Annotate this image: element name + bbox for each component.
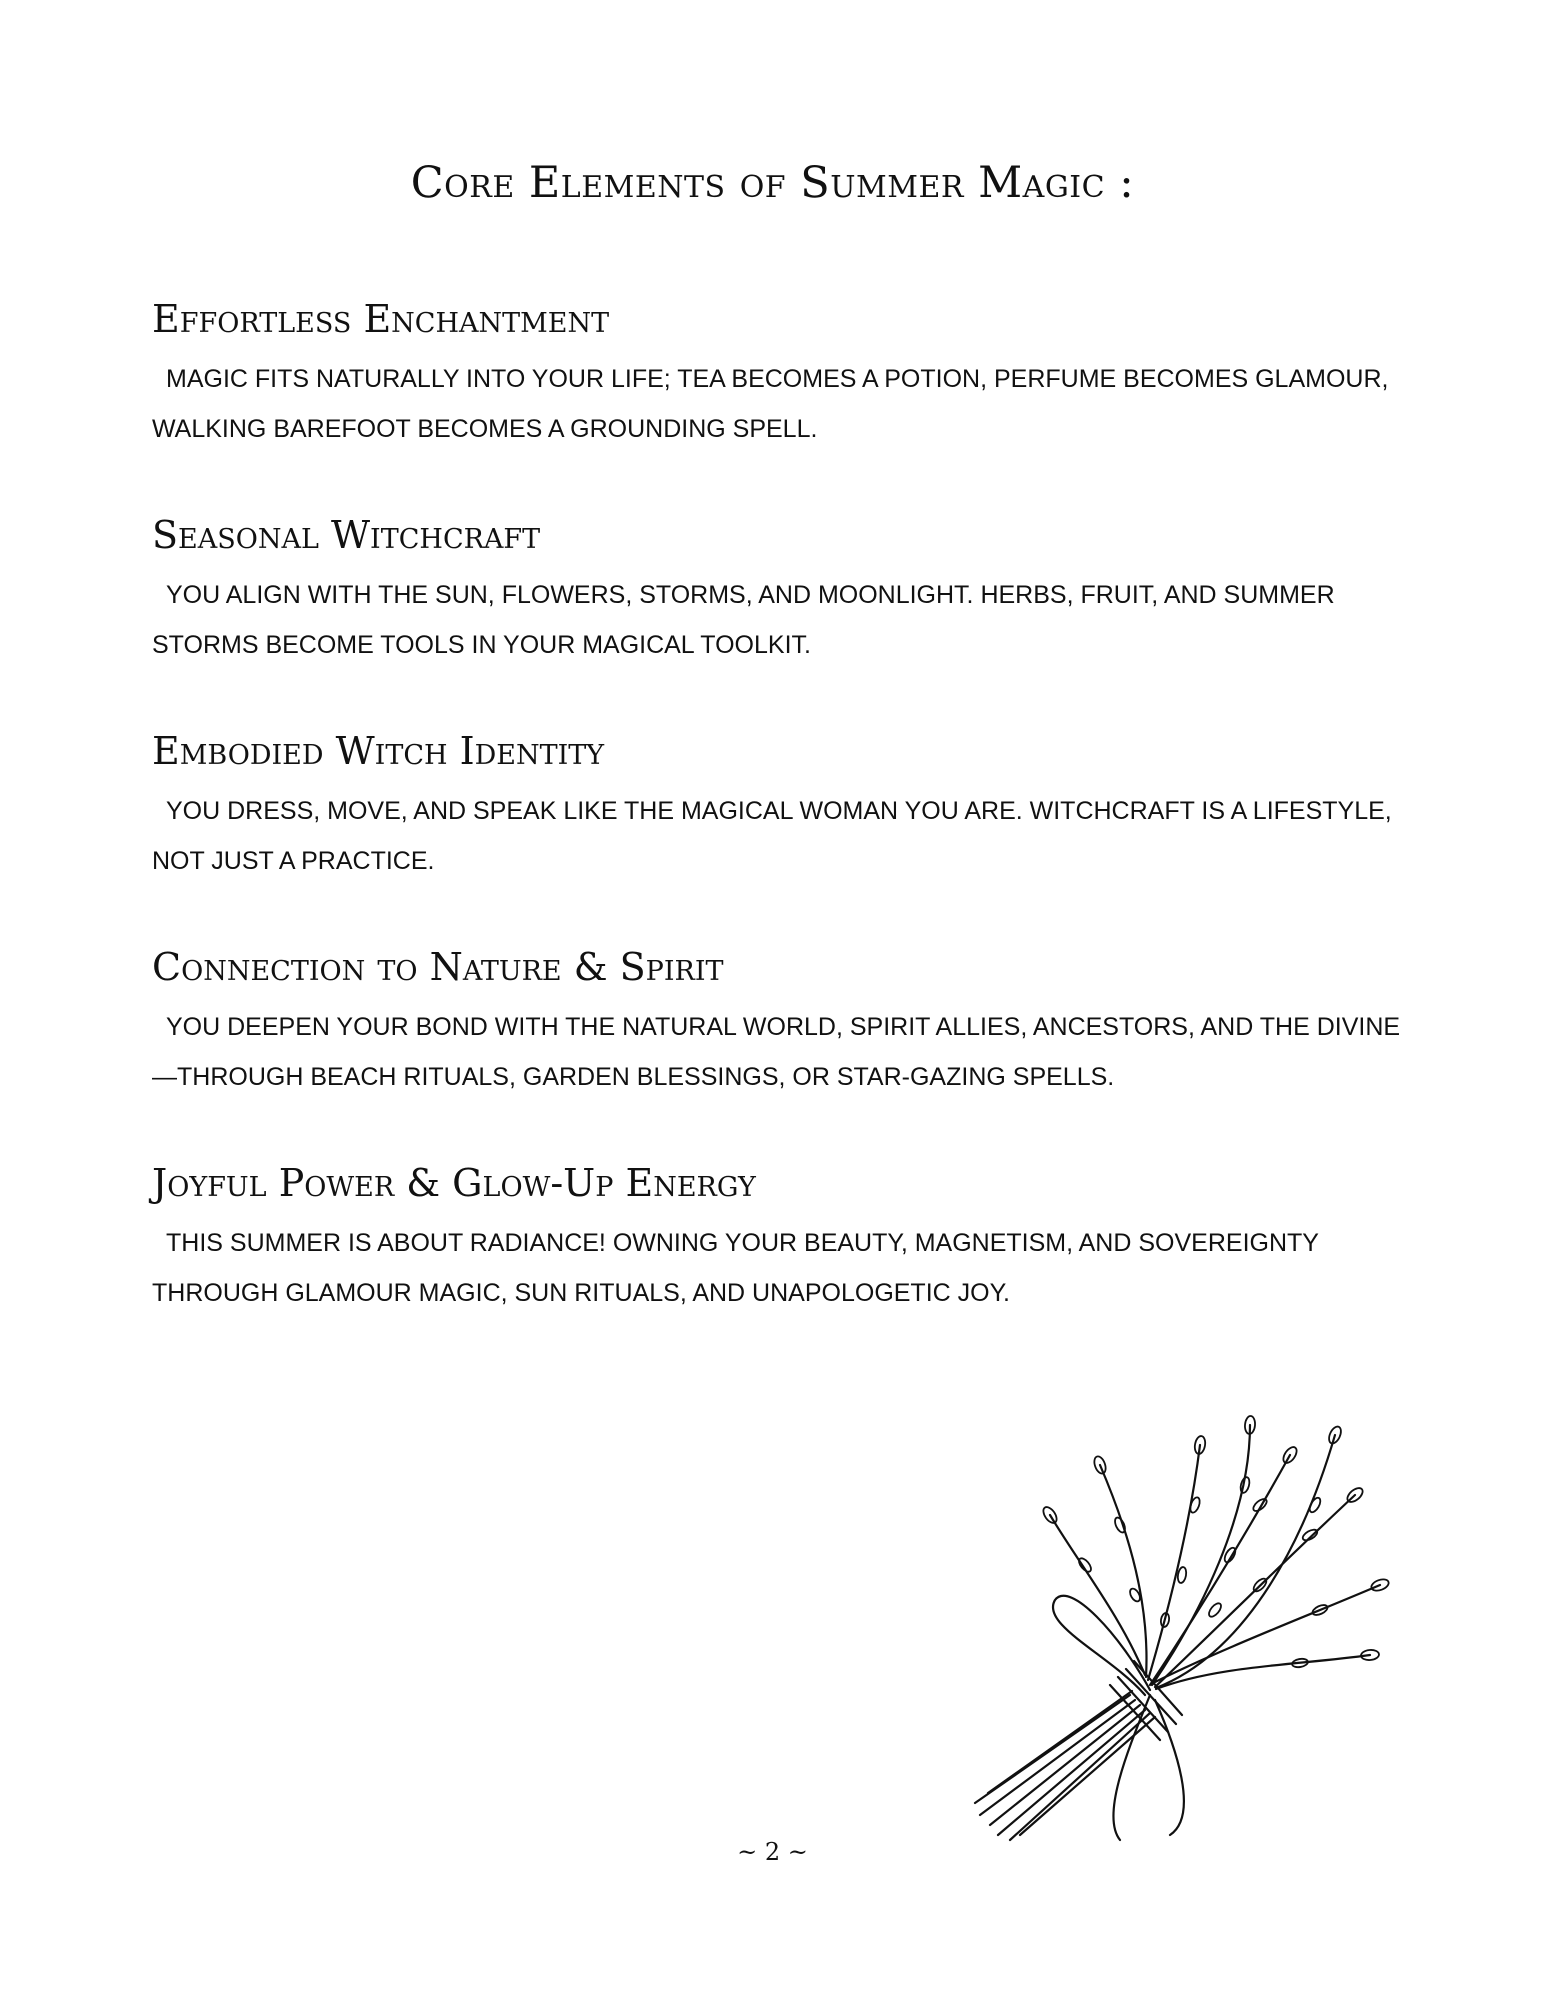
section-heading: Effortless Enchantment	[152, 297, 610, 341]
section-connection-to-nature	[152, 944, 1422, 1160]
section-embodied-witch-identity	[152, 728, 1422, 944]
section-heading: Connection to Nature & Spirit	[152, 945, 724, 989]
section-seasonal-witchcraft	[152, 512, 1422, 728]
sections-list	[152, 296, 1422, 1376]
section-body: THIS SUMMER IS ABOUT RADIANCE! OWNING YOUR BEAUTY, MAGNETISM, AND SOVEREIGNTY THROUGH GLAMOUR MAGIC, SUN RITUALS, AND UNAPOLOGETIC JOY.	[152, 1229, 1319, 1307]
section-body: MAGIC FITS NATURALLY INTO YOUR LIFE; TEA BECOMES A POTION, PERFUME BECOMES GLAMOUR, WALKING BAREFOOT BECOMES A GROUNDING SPELL.	[152, 365, 1389, 443]
page-number: ~ 2 ~	[737, 1838, 808, 1866]
section-body: YOU DRESS, MOVE, AND SPEAK LIKE THE MAGICAL WOMAN YOU ARE. WITCHCRAFT IS A LIFESTYLE, NOT JUST A PRACTICE.	[152, 797, 1392, 875]
section-heading: Seasonal Witchcraft	[152, 513, 541, 557]
section-joyful-power	[152, 1160, 1422, 1376]
section-heading: Joyful Power & Glow-Up Energy	[152, 1161, 756, 1205]
section-effortless-enchantment	[152, 296, 1422, 512]
section-heading: Embodied Witch Identity	[152, 729, 605, 773]
section-body: YOU DEEPEN YOUR BOND WITH THE NATURAL WORLD, SPIRIT ALLIES, ANCESTORS, AND THE DIVINE—THROUGH BEACH RITUALS, GARDEN BLESSINGS, OR STAR-GAZING SPELLS.	[152, 1013, 1401, 1091]
section-body: YOU ALIGN WITH THE SUN, FLOWERS, STORMS, AND MOONLIGHT. HERBS, FRUIT, AND SUMMER STORMS BECOME TOOLS IN YOUR MAGICAL TOOLKIT.	[152, 581, 1335, 659]
thyme-bundle-icon	[960, 1395, 1400, 1845]
page-title: Core Elements of Summer Magic :	[410, 158, 1135, 208]
